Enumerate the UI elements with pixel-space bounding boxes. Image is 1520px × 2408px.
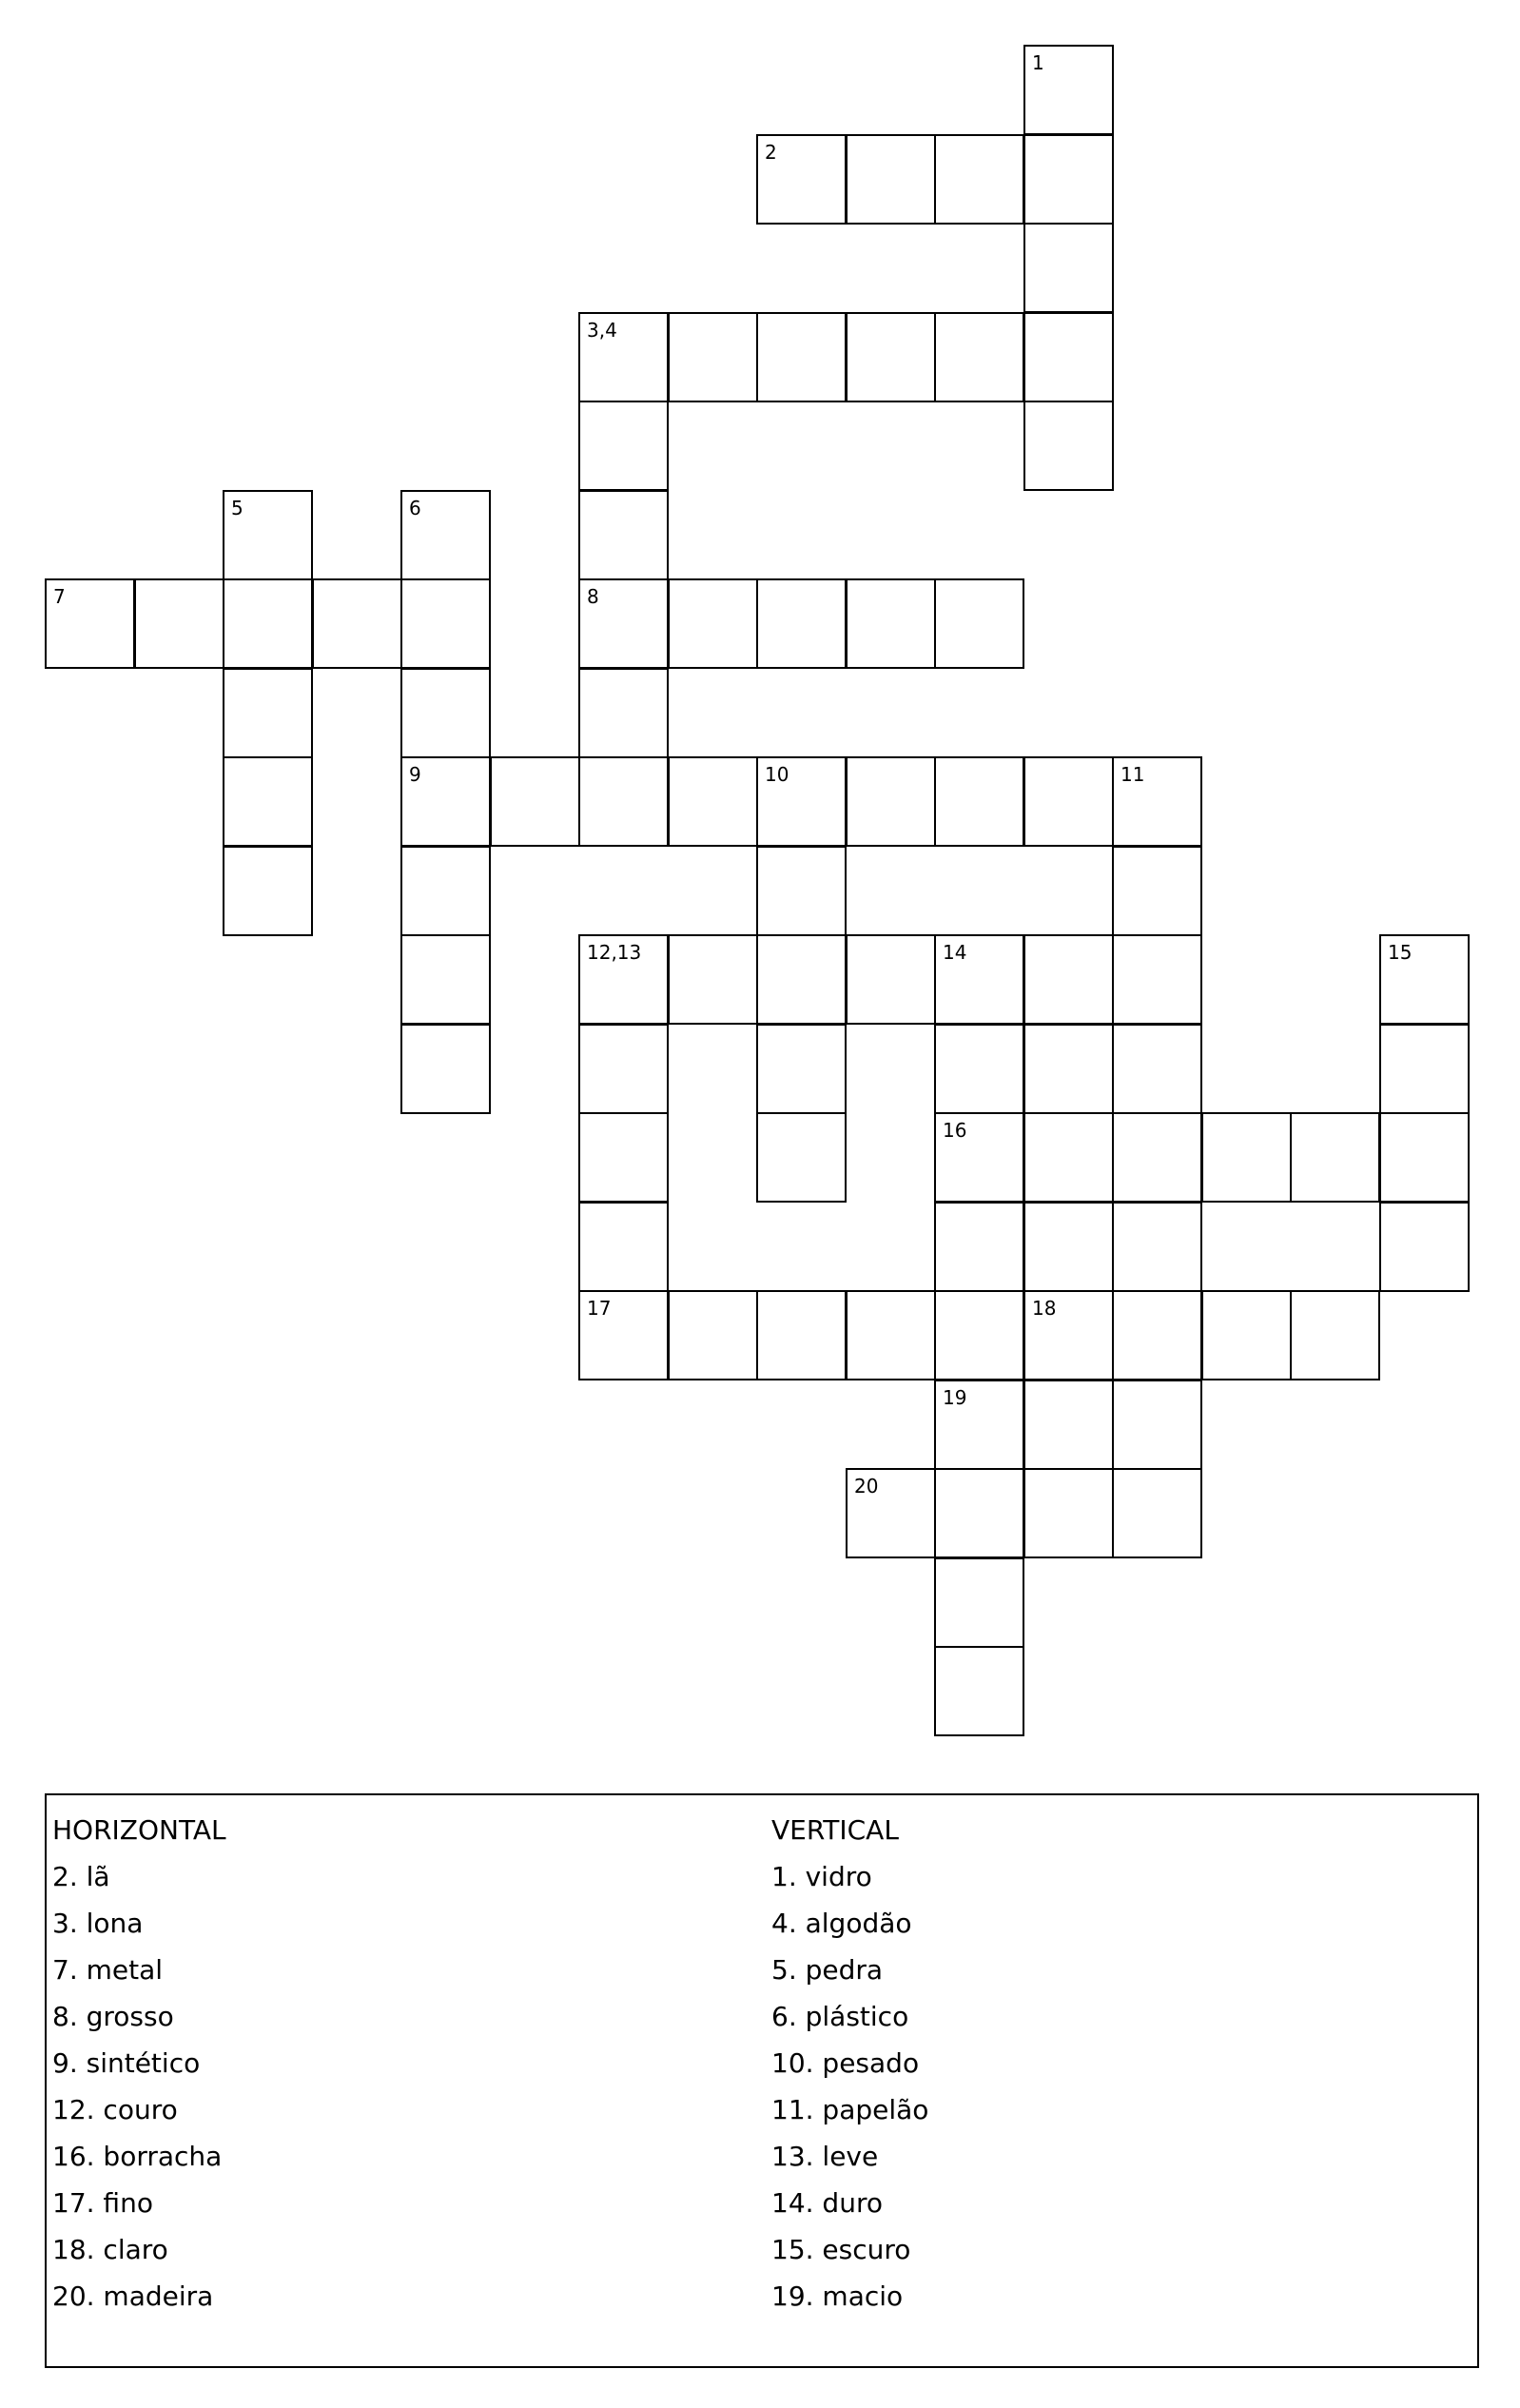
grid-cell[interactable] bbox=[1023, 1380, 1114, 1470]
clue-item: 17. fino bbox=[52, 2187, 153, 2219]
grid-cell[interactable] bbox=[223, 668, 313, 758]
grid-cell[interactable] bbox=[756, 756, 847, 847]
clue-item: 11. papelão bbox=[771, 2094, 929, 2125]
clue-number: 7 bbox=[53, 585, 66, 608]
grid-cell[interactable] bbox=[1201, 1290, 1292, 1380]
clue-number: 18 bbox=[1032, 1297, 1057, 1320]
grid-cell[interactable] bbox=[934, 756, 1024, 847]
across-clues bbox=[52, 1807, 226, 2320]
grid-cell[interactable] bbox=[934, 1112, 1024, 1203]
grid-cell[interactable] bbox=[934, 1202, 1024, 1292]
grid-cell[interactable] bbox=[1379, 1202, 1470, 1292]
grid-cell[interactable] bbox=[1023, 45, 1114, 135]
grid-cell[interactable] bbox=[400, 846, 491, 936]
grid-cell[interactable] bbox=[1290, 1290, 1380, 1380]
grid-cell[interactable] bbox=[1023, 1024, 1114, 1114]
grid-cell[interactable] bbox=[1290, 1112, 1380, 1203]
grid-cell[interactable] bbox=[1112, 1290, 1202, 1380]
grid-cell[interactable] bbox=[1112, 1202, 1202, 1292]
clue-item: 6. plástico bbox=[771, 2001, 909, 2032]
clue-number: 16 bbox=[943, 1119, 967, 1142]
grid-cell[interactable] bbox=[668, 1290, 758, 1380]
clue-item: 4. algodão bbox=[771, 1908, 912, 1939]
grid-cell[interactable] bbox=[578, 668, 669, 758]
grid-cell[interactable] bbox=[668, 756, 758, 847]
grid-cell[interactable] bbox=[1201, 1112, 1292, 1203]
grid-cell[interactable] bbox=[934, 1024, 1024, 1114]
clue-item: 13. leve bbox=[771, 2141, 879, 2172]
grid-cell[interactable] bbox=[934, 1557, 1024, 1648]
grid-cell[interactable] bbox=[578, 1290, 669, 1380]
grid-cell[interactable] bbox=[490, 756, 580, 847]
grid-cell[interactable] bbox=[312, 578, 402, 669]
grid-cell[interactable] bbox=[934, 934, 1024, 1025]
grid-cell[interactable] bbox=[400, 578, 491, 669]
grid-cell[interactable] bbox=[1112, 846, 1202, 936]
grid-cell[interactable] bbox=[934, 1380, 1024, 1470]
grid-cell[interactable] bbox=[934, 134, 1024, 225]
grid-cell[interactable] bbox=[934, 1646, 1024, 1736]
grid-cell[interactable] bbox=[1023, 1468, 1114, 1558]
grid-cell[interactable] bbox=[756, 1024, 847, 1114]
grid-cell[interactable] bbox=[1112, 1024, 1202, 1114]
grid-cell[interactable] bbox=[1379, 1024, 1470, 1114]
clue-item: 10. pesado bbox=[771, 2047, 920, 2079]
down-clues bbox=[771, 1807, 928, 2320]
grid-cell[interactable] bbox=[400, 1024, 491, 1114]
clue-item: 9. sintético bbox=[52, 2047, 201, 2079]
grid-cell[interactable] bbox=[223, 846, 313, 936]
grid-cell[interactable] bbox=[400, 668, 491, 758]
grid-cell[interactable] bbox=[846, 312, 936, 402]
grid-cell[interactable] bbox=[578, 490, 669, 580]
clue-item: 16. borracha bbox=[52, 2141, 223, 2172]
grid-cell[interactable] bbox=[756, 846, 847, 936]
grid-cell[interactable] bbox=[756, 1112, 847, 1203]
clue-item: 2. lã bbox=[52, 1861, 110, 1892]
grid-cell[interactable] bbox=[578, 312, 669, 402]
grid-cell[interactable] bbox=[846, 756, 936, 847]
grid-cell[interactable] bbox=[578, 1024, 669, 1114]
grid-cell[interactable] bbox=[846, 934, 936, 1025]
grid-cell[interactable] bbox=[934, 578, 1024, 669]
clue-number: 15 bbox=[1388, 941, 1413, 964]
grid-cell[interactable] bbox=[1112, 1468, 1202, 1558]
clue-item: 14. duro bbox=[771, 2187, 883, 2219]
grid-cell[interactable] bbox=[1112, 756, 1202, 847]
grid-cell[interactable] bbox=[578, 756, 669, 847]
grid-cell[interactable] bbox=[400, 490, 491, 580]
grid-cell[interactable] bbox=[756, 1290, 847, 1380]
clue-item: 1. vidro bbox=[771, 1861, 872, 1892]
grid-cell[interactable] bbox=[846, 1290, 936, 1380]
clue-box bbox=[45, 1793, 1479, 2368]
grid-cell[interactable] bbox=[1379, 1112, 1470, 1203]
grid-cell[interactable] bbox=[934, 1290, 1024, 1380]
clue-number: 8 bbox=[587, 585, 599, 608]
clue-number: 19 bbox=[943, 1386, 967, 1409]
grid-cell[interactable] bbox=[668, 312, 758, 402]
grid-cell[interactable] bbox=[578, 1202, 669, 1292]
clue-number: 6 bbox=[409, 497, 421, 519]
clue-item: 19. macio bbox=[771, 2281, 904, 2312]
clue-item: 20. madeira bbox=[52, 2281, 214, 2312]
grid-cell[interactable] bbox=[134, 578, 224, 669]
clue-number: 10 bbox=[765, 763, 789, 786]
clue-number: 1 bbox=[1032, 51, 1044, 74]
clue-number: 14 bbox=[943, 941, 967, 964]
clue-number: 11 bbox=[1121, 763, 1145, 786]
grid-cell[interactable] bbox=[223, 490, 313, 580]
grid-cell[interactable] bbox=[846, 134, 936, 225]
grid-cell[interactable] bbox=[934, 312, 1024, 402]
clue-number: 5 bbox=[231, 497, 244, 519]
grid-cell[interactable] bbox=[1112, 934, 1202, 1025]
clue-item: 7. metal bbox=[52, 1954, 164, 1986]
grid-cell[interactable] bbox=[223, 756, 313, 847]
clue-item: 15. escuro bbox=[771, 2234, 911, 2265]
clue-item: 12. couro bbox=[52, 2094, 178, 2125]
clue-number: 9 bbox=[409, 763, 421, 786]
clue-number: 20 bbox=[854, 1475, 879, 1498]
clue-number: 12,13 bbox=[587, 941, 642, 964]
grid-cell[interactable] bbox=[1023, 756, 1114, 847]
grid-cell[interactable] bbox=[756, 312, 847, 402]
grid-cell[interactable] bbox=[1023, 134, 1114, 225]
grid-cell[interactable] bbox=[1023, 1112, 1114, 1203]
clue-item: 5. pedra bbox=[771, 1954, 884, 1986]
grid-cell[interactable] bbox=[668, 578, 758, 669]
grid-cell[interactable] bbox=[668, 934, 758, 1025]
clue-number: 17 bbox=[587, 1297, 612, 1320]
grid-cell[interactable] bbox=[578, 1112, 669, 1203]
grid-cell[interactable] bbox=[1112, 1380, 1202, 1470]
grid-cell[interactable] bbox=[223, 578, 313, 669]
grid-cell[interactable] bbox=[578, 401, 669, 491]
clue-item: 18. claro bbox=[52, 2234, 168, 2265]
grid-cell[interactable] bbox=[756, 134, 847, 225]
clue-number: 2 bbox=[765, 141, 777, 164]
grid-cell[interactable] bbox=[400, 756, 491, 847]
grid-cell[interactable] bbox=[934, 1468, 1024, 1558]
grid-cell[interactable] bbox=[1112, 1112, 1202, 1203]
grid-cell[interactable] bbox=[1023, 312, 1114, 402]
grid-cell[interactable] bbox=[1023, 934, 1114, 1025]
grid-cell[interactable] bbox=[756, 578, 847, 669]
grid-cell[interactable] bbox=[756, 934, 847, 1025]
grid-cell[interactable] bbox=[846, 1468, 936, 1558]
clue-number: 3,4 bbox=[587, 319, 617, 342]
grid-cell[interactable] bbox=[45, 578, 135, 669]
grid-cell[interactable] bbox=[578, 934, 669, 1025]
clue-item: 3. lona bbox=[52, 1908, 144, 1939]
grid-cell[interactable] bbox=[1023, 1290, 1114, 1380]
grid-cell[interactable] bbox=[578, 578, 669, 669]
grid-cell[interactable] bbox=[1023, 223, 1114, 313]
across-heading: HORIZONTAL bbox=[52, 1814, 226, 1846]
grid-cell[interactable] bbox=[846, 578, 936, 669]
grid-cell[interactable] bbox=[1023, 1202, 1114, 1292]
grid-cell[interactable] bbox=[400, 934, 491, 1025]
clue-item: 8. grosso bbox=[52, 2001, 174, 2032]
down-heading: VERTICAL bbox=[771, 1814, 899, 1846]
grid-cell[interactable] bbox=[1023, 401, 1114, 491]
grid-cell[interactable] bbox=[1379, 934, 1470, 1025]
